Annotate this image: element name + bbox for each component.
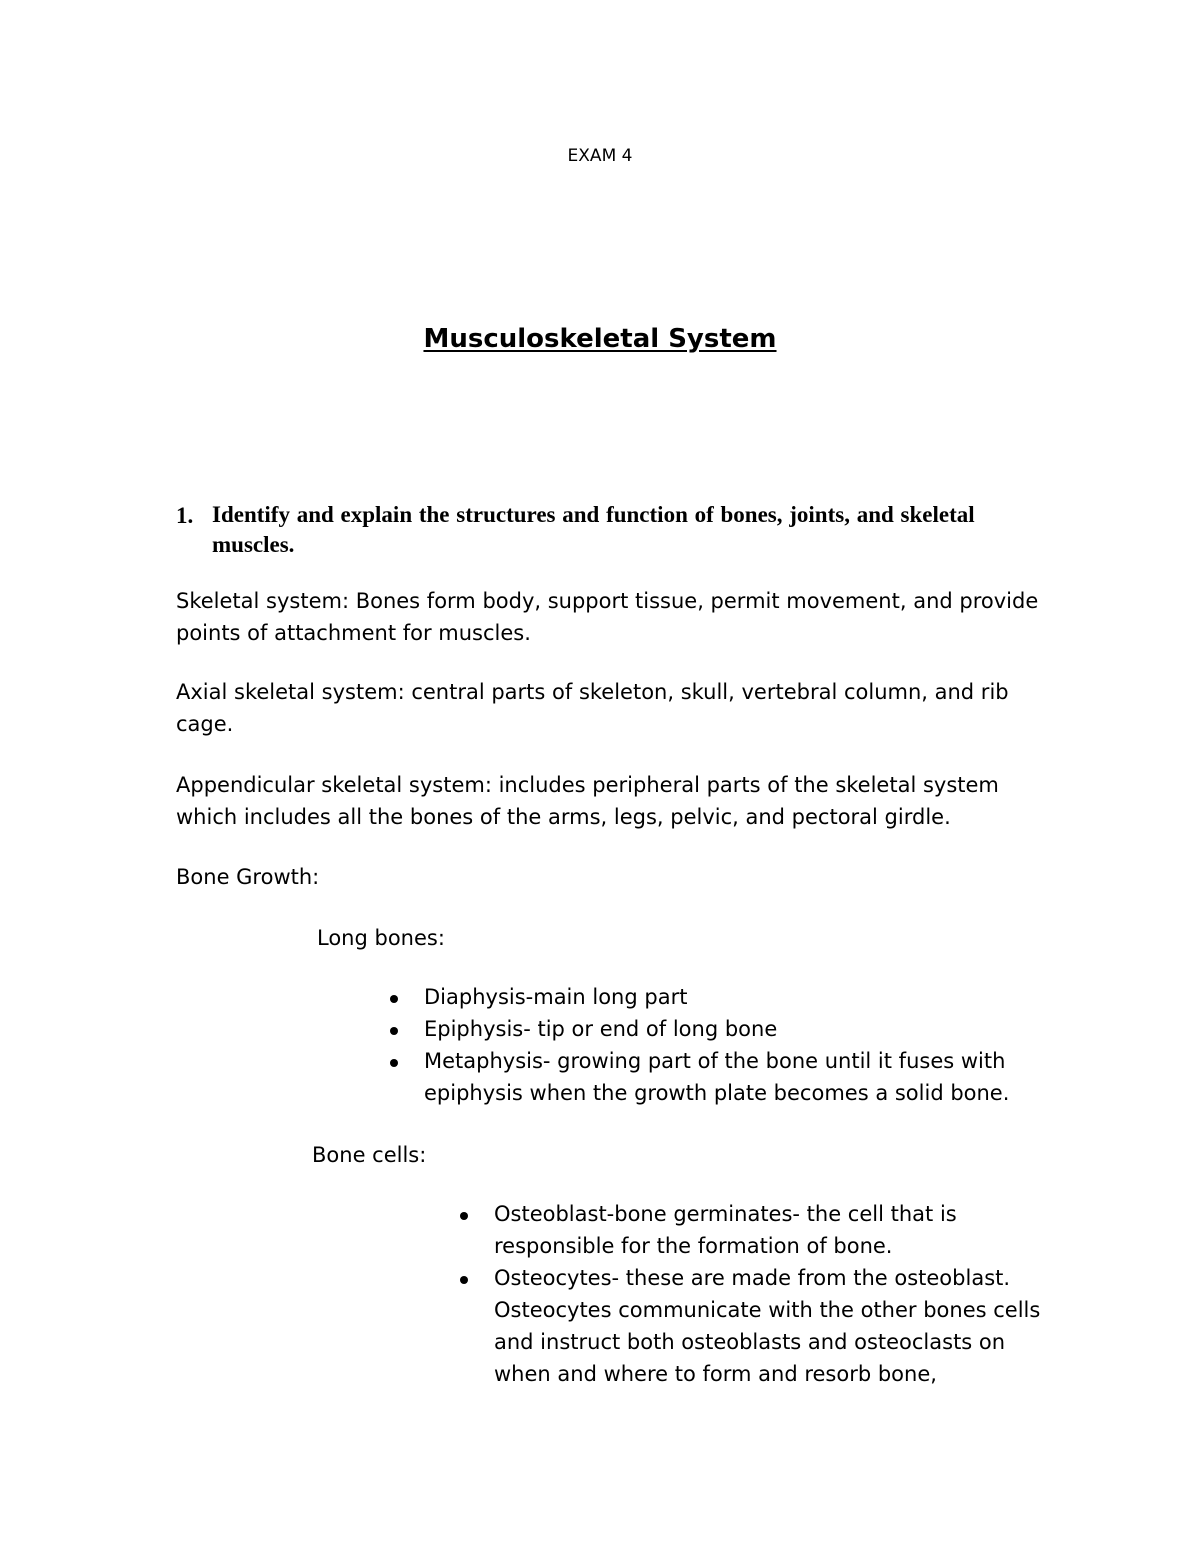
skeletal-system-paragraph: Skeletal system: Bones form body, support tissue, permit movement, and provide points of attachment for muscles.: [176, 589, 1039, 645]
question-text: Identify and explain the structures and function of bones, joints, and skeletal muscles.: [212, 502, 975, 557]
list-item: [494, 1198, 1064, 1262]
bullet-icon: [390, 1059, 398, 1067]
bullet-icon: [390, 1027, 398, 1035]
axial-skeletal-paragraph: Axial skeletal system: central parts of skeleton, skull, vertebral column, and rib cage.: [176, 680, 1009, 736]
bone-growth-heading: Bone Growth:: [176, 865, 320, 889]
list-item-text: Epiphysis- tip or end of long bone: [424, 1017, 778, 1041]
list-item-text: Metaphysis- growing part of the bone until it fuses with epiphysis when the growth plate becomes a solid bone.: [424, 1049, 1010, 1105]
bullet-icon: [460, 1212, 468, 1220]
list-item-text: Osteoblast-bone germinates- the cell that is responsible for the formation of bone.: [494, 1202, 957, 1258]
list-item-text: Osteocytes- these are made from the osteoblast. Osteocytes communicate with the other bones cells and instruct both osteoblasts and osteoclasts on when and where to form and resorb bone,: [494, 1266, 1041, 1386]
long-bones-heading: Long bones:: [317, 926, 445, 950]
bone-cells-list: [494, 1198, 1064, 1390]
page-title: Musculoskeletal System: [423, 324, 777, 354]
list-item: [424, 1045, 1064, 1109]
appendicular-skeletal-paragraph: Appendicular skeletal system: includes peripheral parts of the skeletal system which includes all the bones of the arms, legs, pelvic, and pectoral girdle.: [176, 773, 999, 829]
list-item: [494, 1262, 1064, 1390]
list-item-text: Diaphysis-main long part: [424, 985, 688, 1009]
long-bones-list: [424, 981, 1064, 1109]
page-header: EXAM 4: [567, 146, 633, 166]
bone-cells-heading: Bone cells:: [312, 1143, 427, 1167]
bullet-icon: [460, 1276, 468, 1284]
list-item: [424, 1013, 1064, 1045]
bullet-icon: [390, 995, 398, 1003]
question-number: 1.: [176, 503, 194, 528]
list-item: [424, 981, 1064, 1013]
